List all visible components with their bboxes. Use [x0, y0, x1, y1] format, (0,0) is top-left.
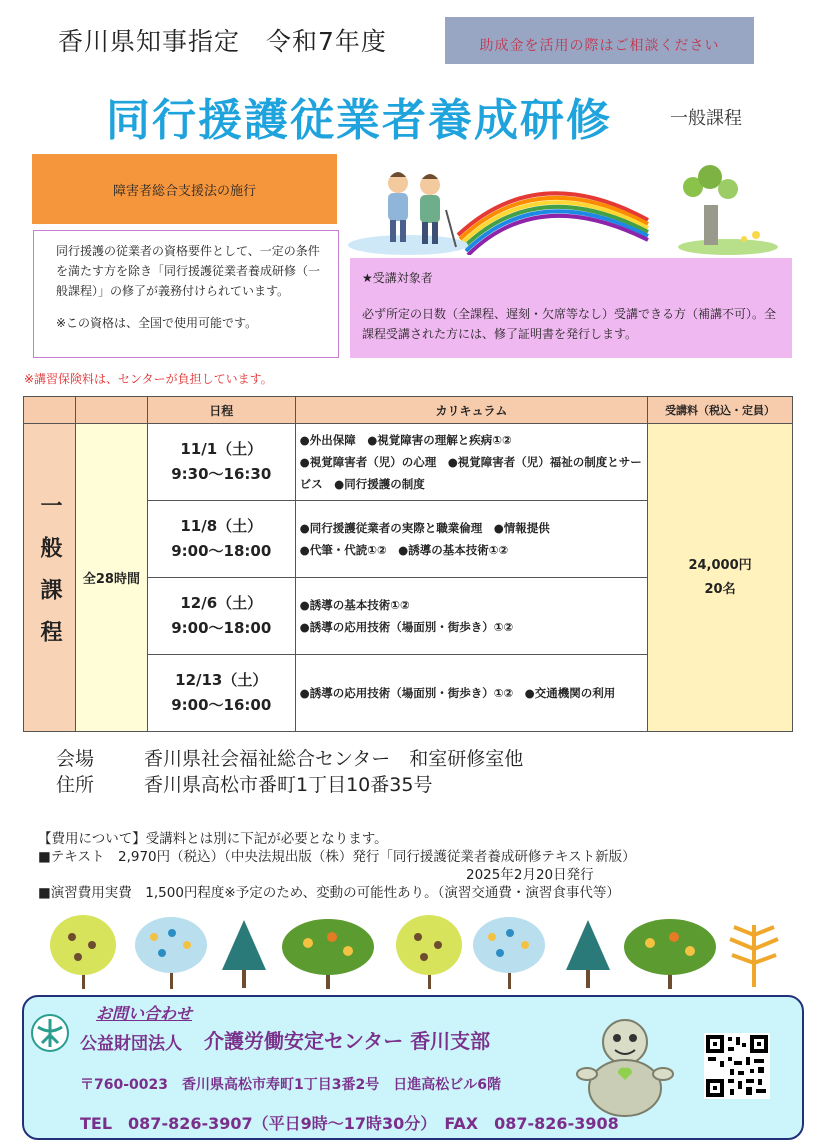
rainbow-illustration [348, 165, 790, 255]
venue-label: 会場 [56, 748, 95, 770]
contact-address: 〒760-0023 香川県高松市寿町1丁目3番2号 日進高松ビル6階 [80, 1077, 501, 1093]
rainbow-icon [458, 193, 648, 255]
designation-text: 香川県知事指定 令和7年度 [58, 27, 387, 56]
turtle-mascot-icon [575, 1012, 675, 1122]
costs-practice-item: ■演習費用実費 1,500円程度※予定のため、変動の可能性あり。（演習交通費・演習食事代等） [38, 885, 620, 901]
tree-icon [678, 165, 778, 255]
session-date: 12/6（土） [180, 594, 263, 612]
dotted-tree-icon [135, 917, 207, 989]
table-header [75, 397, 147, 424]
pine-tree-icon [222, 920, 266, 988]
capacity: 20名 [704, 581, 736, 597]
law-description [33, 230, 339, 358]
costs-info [38, 830, 636, 902]
law-note: ※この資格は、全国で使用可能です。 [56, 316, 258, 330]
table-header-row [24, 397, 793, 424]
law-text: 同行援護の従業者の資格要件として、一定の条件を満たす方を除き「同行援護従業者養成研修（一般課程）」の修了が義務付けられています。 [56, 244, 321, 298]
qr-code-icon [704, 1033, 770, 1099]
contact-inquiry-label: お問い合わせ [96, 1004, 193, 1023]
pine-tree-icon [566, 920, 610, 988]
address-row [56, 772, 523, 798]
target-text: 必ず所定の日数（全課程、遅刻・欠席等なし）受講できる方（補講不可）。全課程受講された方には、修了証明書を発行します。 [362, 307, 777, 341]
schedule-table [23, 396, 793, 732]
curriculum-item: ●視覚障害者（児）の心理 ●視覚障害者（児）福祉の制度とサービス ●同行援護の制度 [299, 455, 642, 491]
dotted-tree-icon [473, 917, 545, 989]
organization-logo-icon [30, 1013, 70, 1053]
table-header [24, 397, 76, 424]
curriculum-cell [295, 501, 647, 578]
curriculum-item: ●誘導の応用技術（場面別・街歩き）①② ●交通機関の利用 [299, 686, 616, 700]
table-header-curriculum: カリキュラム [295, 397, 647, 424]
insurance-note: ※講習保険料は、センターが負担しています。 [24, 372, 273, 386]
session-time: 9:00～18:00 [171, 542, 272, 560]
session-time: 9:00～18:00 [171, 619, 272, 637]
organization-name: 介護労働安定センター 香川支部 [204, 1029, 491, 1053]
organization-type: 公益財団法人 [80, 1034, 182, 1054]
page-title: 同行援護従業者養成研修 [106, 95, 612, 146]
law-heading: 障害者総合支援法の施行 [32, 154, 337, 224]
venue-value: 香川県社会福祉総合センター 和室研修室他 [144, 748, 524, 770]
subsidy-note: 助成金を活用の際はご相談ください [445, 17, 754, 64]
curriculum-cell [295, 424, 647, 501]
course-tag: 一般課程 [670, 108, 742, 129]
curriculum-item: ●代筆・代読①② ●誘導の基本技術①② [299, 543, 509, 557]
round-tree-icon [50, 915, 116, 989]
curriculum-item: ●外出保障 ●視覚障害の理解と疾病①② [299, 433, 512, 447]
session-date: 12/13（土） [175, 671, 268, 689]
autumn-tree-icon [730, 925, 778, 987]
curriculum-item: ●誘導の応用技術（場面別・街歩き）①② [299, 620, 514, 634]
curriculum-cell [295, 655, 647, 732]
session-date-cell [147, 655, 295, 732]
table-header-fee: 受講料（税込・定員） [648, 397, 793, 424]
address-value: 香川県高松市番町1丁目10番35号 [144, 774, 433, 796]
session-time: 9:00～16:00 [171, 696, 272, 714]
session-date: 11/1（土） [180, 440, 263, 458]
leafy-tree-icon [282, 919, 374, 989]
table-header-date: 日程 [147, 397, 295, 424]
round-tree-icon [396, 915, 462, 989]
session-date: 11/8（土） [180, 517, 263, 535]
course-label: 一般課程 [36, 493, 62, 662]
costs-intro: 【費用について】受講料とは別に下記が必要となります。 [38, 831, 388, 847]
venue-info [56, 746, 523, 798]
address-label: 住所 [56, 774, 95, 796]
costs-text-item: ■テキスト 2,970円（税込）（中央法規出版（株）発行「同行援護従業者養成研修テキスト新版） [38, 849, 636, 865]
fee-amount: 24,000円 [688, 557, 752, 573]
target-title: ★受講対象者 [362, 271, 433, 285]
venue-row [56, 746, 523, 772]
leafy-tree-icon [624, 919, 716, 989]
total-hours: 全28時間 [75, 424, 147, 732]
fee-cell [648, 424, 793, 732]
session-date-cell [147, 424, 295, 501]
decorative-trees [42, 915, 792, 990]
costs-text-date: 2025年2月20日発行 [466, 867, 594, 883]
session-date-cell [147, 578, 295, 655]
curriculum-cell [295, 578, 647, 655]
table-row [24, 424, 793, 501]
curriculum-item: ●誘導の基本技術①② [299, 598, 410, 612]
contact-phone: TEL 087-826-3907（平日9時～17時30分） FAX 087-826-3908 [80, 1114, 619, 1133]
session-date-cell [147, 501, 295, 578]
course-label-cell [24, 424, 76, 732]
session-time: 9:30～16:30 [171, 465, 272, 483]
curriculum-item: ●同行援護従業者の実際と職業倫理 ●情報提供 [299, 521, 550, 535]
target-audience-box [350, 258, 792, 358]
